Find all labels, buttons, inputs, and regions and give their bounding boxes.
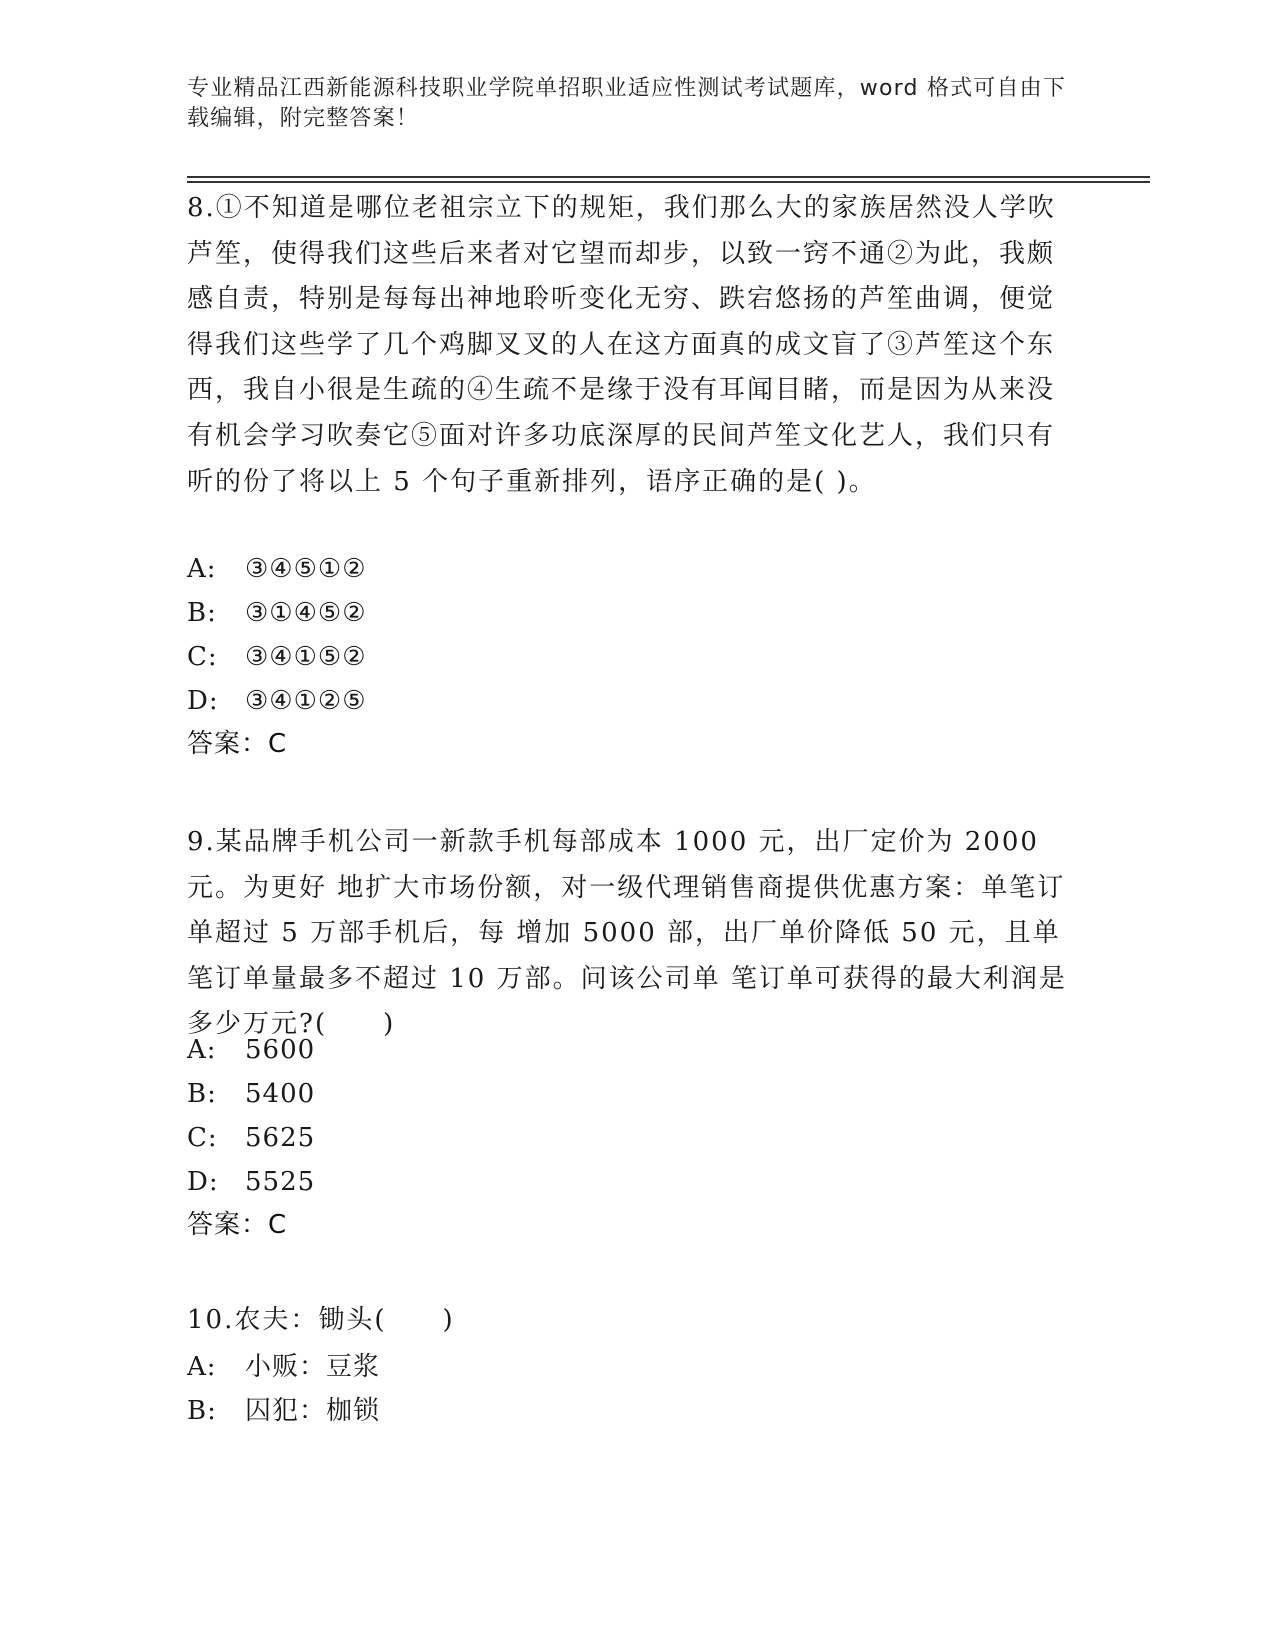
question-9-option-b: [187, 1076, 315, 1112]
question-8-option-b: [187, 595, 367, 631]
question-9-option-a: [187, 1032, 315, 1068]
question-10-text: 10.农夫：锄头( ): [187, 1305, 455, 1335]
document-header: 专业精品江西新能源科技职业学院单招职业适应性测试考试题库，word 格式可自由下载编辑，附完整答案！: [187, 76, 1067, 131]
option-value: ③④⑤①②: [245, 554, 367, 584]
option-value: 5400: [245, 1079, 316, 1109]
header-rule-bottom: [187, 181, 1150, 183]
option-value: 5600: [245, 1035, 316, 1065]
option-value: ③④①②⑤: [245, 686, 367, 716]
question-10-option-a: [187, 1349, 380, 1385]
question-8-answer: 答案：C: [187, 729, 288, 759]
question-9-answer: 答案：C: [187, 1210, 288, 1240]
option-value: 5525: [245, 1167, 316, 1197]
option-value: 囚犯：枷锁: [245, 1396, 381, 1426]
question-9-option-c: [187, 1120, 315, 1156]
option-label: C:: [187, 1123, 218, 1153]
option-value: ③①④⑤②: [245, 598, 367, 628]
question-9-text: 9.某品牌手机公司一新款手机每部成本 1000 元，出厂定价为 2000 元。为更好 地扩大市场份额，对一级代理销售商提供优惠方案：单笔订单超过 5 万部手机后，每 增加 5000 部，出厂单价降低 50 元，且单笔订单量最多不超过 10 万部。问该公司单 笔订单可获得的最大利润是多少万元?( ): [187, 827, 1067, 1040]
option-value: 5625: [245, 1123, 316, 1153]
question-8-option-d: [187, 683, 367, 719]
question-9-option-d: [187, 1164, 315, 1200]
option-label: A:: [187, 1352, 217, 1382]
option-label: B:: [187, 1079, 217, 1109]
question-8-option-c: [187, 639, 367, 675]
option-label: A:: [187, 1035, 217, 1065]
header-rule-top: [187, 176, 1150, 178]
option-value: ③④①⑤②: [245, 642, 367, 672]
option-label: B:: [187, 1396, 217, 1426]
option-value: 小贩：豆浆: [245, 1352, 381, 1382]
option-label: D:: [187, 686, 219, 716]
option-label: B:: [187, 598, 217, 628]
option-label: D:: [187, 1167, 219, 1197]
question-8-text: 8.①不知道是哪位老祖宗立下的规矩，我们那么大的家族居然没人学吹芦笙，使得我们这些后来者对它望而却步，以致一窍不通②为此，我颇感自责，特别是每每出神地聆听变化无穷、跌宕悠扬的芦笙曲调，便觉得我们这些学了几个鸡脚叉叉的人在这方面真的成文盲了③芦笙这个东西，我自小很是生疏的④生疏不是缘于没有耳闻目睹，而是因为从来没有机会学习吹奏它⑤面对许多功底深厚的民间芦笙文化艺人，我们只有听的份了将以上 5 个句子重新排列，语序正确的是( )。: [187, 193, 1056, 497]
question-10-option-b: [187, 1393, 380, 1429]
option-label: C:: [187, 642, 218, 672]
question-8-option-a: [187, 551, 367, 587]
option-label: A:: [187, 554, 217, 584]
